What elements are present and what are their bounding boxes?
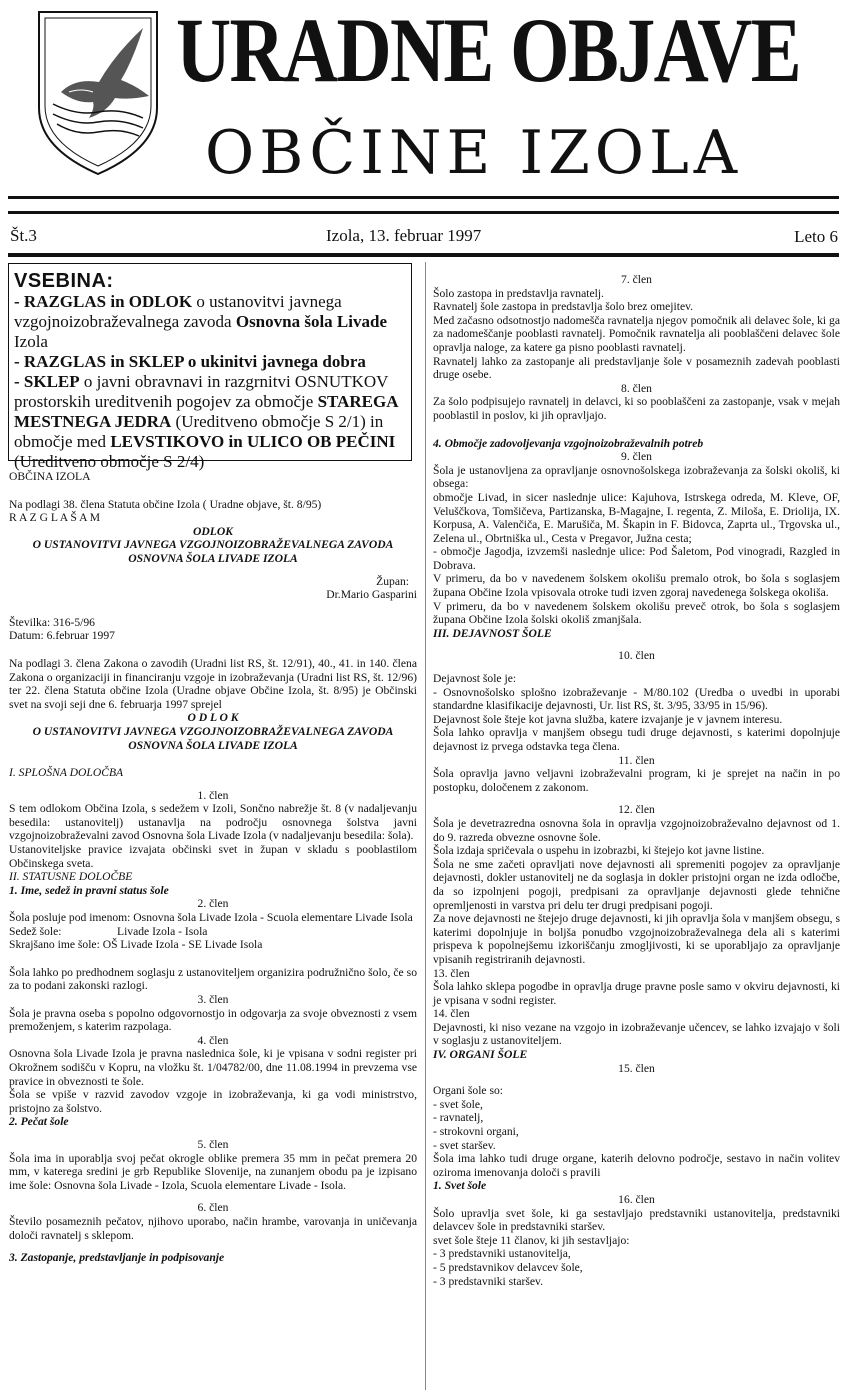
article-text: Šola lahko opravlja v manjšem obsegu tudi druge dejavnosti, s katerimi dopolnjuje dejavnost iz prvega odstavka tega člena. (433, 726, 840, 753)
issuer: OBČINA IZOLA (9, 470, 91, 483)
act-heading: O D L O K (187, 711, 239, 725)
article-text: Šola je devetrazredna osnovna šola in opravlja vzgojnoizobraževalno dejavnost od 1. do 9. razreda obvezne osnovne šole. (433, 816, 840, 844)
article-number: 2. člen (197, 897, 229, 911)
article-text: Šola lahko po predhodnem soglasju z ustanoviteljem organizira podružnično šolo, če so za to podani zakonski razlogi. (9, 965, 417, 993)
article-text: Šola ima in uporablja svoj pečat okrogle oblike premera 35 mm in pečat premera 20 mm, v katerega sredini je grb Republike Slovenije, na zunanjem obodu pa je izpisano ime šole: Osnovna šola Livade - Izola, Scuola elementare Livade - Isola. (9, 1151, 417, 1192)
dove-coat-of-arms-icon (33, 8, 163, 178)
article-text: Za nove dejavnosti ne štejejo druge dejavnosti, ki jih opravlja šola v manjšem obsegu, s katerimi dopolnjuje in boljša ponudbo vzgojnoizobraževalnega dela ali s katerimi prispeva k popolnejšemu izkoriščanju zmogljivosti, ki se uporabljajo za opravljanje vpisanih registriranih dejavnosti. (433, 912, 840, 966)
article-text: Skrajšano ime šole: OŠ Livade Izola - SE Livade Isola (9, 938, 263, 952)
contents-entry: - RAZGLAS in ODLOK o ustanovitvi javnega vzgojnoizobraževalnega zavoda Osnovna šola Livade Izola (14, 292, 387, 351)
article-number: 15. člen (618, 1061, 655, 1075)
article-text: Šolo zastopa in predstavlja ravnatelj. (433, 286, 604, 300)
article-number: 9. člen (621, 450, 652, 464)
article-number: 7. člen (621, 273, 652, 286)
header-rule (8, 253, 839, 257)
subsection-heading: 4. Območje zadovoljevanja vzgojnoizobraževalnih potreb (433, 436, 704, 450)
mayor-name: Dr.Mario Gasparini (326, 588, 417, 602)
article-text: Ravnatelj šole zastopa in predstavlja šolo brez omejitev. (433, 300, 694, 314)
volume-year: Leto 6 (794, 227, 838, 246)
act-title: O USTANOVITVI JAVNEGA VZGOJNOIZOBRAŽEVALNEGA ZAVODA (32, 724, 394, 738)
article-text: Med začasno odsotnostjo nadomešča ravnatelja njegov pomočnik ali delavec šole, ki ga za nadomeščanje pooblasti ravnatelj. Pomočnik ravnatelja ali pooblaščeni delavec šole opravlja naloge, za katere ga pisno pooblasti ravnatelj. (433, 313, 840, 354)
article-text: Šolo upravlja svet šole, ki ga sestavljajo predstavniki ustanovitelja, predstavniki delavcev šole in predstavniki staršev. (433, 1206, 840, 1234)
article-text: Organi šole so: (433, 1084, 503, 1098)
article-number: 6. člen (197, 1201, 229, 1215)
article-number: 12. člen (618, 803, 655, 817)
header-rule (8, 211, 839, 214)
section-heading: II. STATUSNE DOLOČBE (9, 870, 133, 884)
article-text: Dejavnosti, ki niso vezane na vzgojo in izobraževanje učencev, se lahko izvajajo v šoli v soglasju z ustanoviteljem. (433, 1020, 840, 1048)
article-text: Za šolo podpisujejo ravnatelj in delavci, ki so pooblaščeni za zastopanje, vsak v mejah pooblastil in poslov, ki jih opravljajo. (433, 395, 840, 422)
masthead-subtitle: OBČINE IZOLA (205, 118, 743, 188)
article-text: Število posameznih pečatov, njihovo uporabo, način hrambe, varovanja in uničevanja določi ravnatelj s sklepom. (9, 1214, 417, 1242)
subsection-heading: 1. Svet šole (433, 1179, 487, 1193)
act-title: OSNOVNA ŠOLA LIVADE IZOLA (128, 738, 298, 752)
article-text: Dejavnost šole je: (433, 672, 517, 686)
article-number: 1. člen (197, 788, 229, 802)
section-heading: IV. ORGANI ŠOLE (433, 1048, 528, 1062)
list-item: - 3 predstavniki staršev. (433, 1274, 544, 1288)
document-date: Datum: 6.februar 1997 (9, 629, 115, 643)
column-divider (425, 262, 426, 1390)
list-item: - strokovni organi, (433, 1125, 519, 1139)
article-text: Sedež šole: Livade Izola - Isola (9, 924, 208, 938)
article-text: V primeru, da bo v navedenem šolskem okolišu premalo otrok, bo šola s soglasjem župana Občine Izola vpisovala otroke tudi izven zgoraj navedenega šolskega okoliša. (433, 572, 840, 600)
article-text: svet šole šteje 11 članov, ki jih sestavljajo: (433, 1233, 630, 1247)
proclamation: R A Z G L A Š A M (9, 511, 101, 525)
article-number: 14. člen (433, 1007, 470, 1021)
act-title: O USTANOVITVI JAVNEGA VZGOJNOIZOBRAŽEVALNEGA ZAVODA (32, 538, 394, 552)
section-heading: I. SPLOŠNA DOLOČBA (9, 766, 124, 780)
list-item: - 3 predstavniki ustanovitelja, (433, 1247, 571, 1261)
article-text: S tem odlokom Občina Izola, s sedežem v Izoli, Sončno nabrežje št. 8 (v nadaljevanju besedila: ustanovitelj) ustanavlja na področju osnovnega šolstva javni vzgojnoizobraževalni zavod Osnovna šola Livade Izola (v nadaljevanju besedila: šola). (9, 802, 417, 843)
article-number: 4. člen (197, 1033, 229, 1047)
article-text: Šola opravlja javno veljavni izobraževalni program, ki je sprejet na način in po postopku, določenem z zakonom. (433, 767, 840, 794)
issue-number: Št.3 (10, 226, 37, 245)
article-number: 11. člen (618, 753, 655, 767)
dateline: Izola, 13. februar 1997 (326, 226, 482, 245)
article-text: Šola se vpiše v razvid zavodov vzgoje in izobraževanja, ki ga vodi ministrstvo, pristojno za šolstvo. (9, 1088, 417, 1115)
contents-entry: - SKLEP o javni obravnavi in razgrnitvi OSNUTKOV prostorskih ureditvenih pogojev za območje STAREGA MESTNEGA JEDRA (Ureditveno območje S 2/1) in območje med LEVSTIKOVO in ULICO OB PEČINI (Ureditveno območje S 2/4) (14, 372, 398, 471)
article-number: 10. člen (618, 649, 655, 663)
list-item: - ravnatelj, (433, 1111, 484, 1125)
list-item: - svet šole, (433, 1097, 483, 1111)
article-text: Dejavnost šole šteje kot javna služba, katere izvajanje je v javnem interesu. (433, 712, 783, 726)
masthead-title: URADNE OBJAVE (176, 0, 801, 101)
article-text: Šola ne sme začeti opravljati nove dejavnosti ali spremeniti pogojev za opravljanje dejavnosti, dokler ustanovitelj ne da soglasja in dokler pristojni organ ne izda odločbe, da so izpolnjeni pogoji, predpisani za opravljanje dejavnosti glede tehnične opremljenosti in varstva pri delu ter drugi predpisani pogoji. (433, 857, 840, 912)
act-title: OSNOVNA ŠOLA LIVADE IZOLA (128, 551, 298, 565)
article-number: 16. člen (618, 1193, 655, 1206)
article-text: Osnovna šola Livade Izola je pravna naslednica šole, ki je vpisana v sodni register pri Okrožnem sodišču v Kopru, na vložku št. 1/04782/00, dne 11.08.1994 in prevzema vse pravice in obveznosti te šole. (9, 1047, 417, 1088)
article-text: Šola je ustanovljena za opravljanje osnovnošolskega izobraževanja za šolski okoliš, ki obsega: (433, 463, 840, 491)
article-number: 13. člen (433, 966, 470, 980)
subsection-heading: 2. Pečat šole (9, 1115, 69, 1129)
article-text: Šola lahko sklepa pogodbe in opravlja druge pravne posle samo v okviru dejavnosti, ki je vpisana v sodni register. (433, 980, 840, 1007)
article-text: Šola posluje pod imenom: Osnovna šola Livade Izola - Scuola elementare Livade Isola (9, 911, 413, 925)
contents-box (8, 263, 412, 471)
article-text: - območje Jagodja, izvzemši naslednje ulice: Pod Šaletom, Pod vinogradi, Razgled in Dobrava. (433, 545, 840, 572)
legal-basis: Na podlagi 3. člena Zakona o zavodih (Uradni list RS, št. 12/91), 40., 41. in 140. člena Zakona o organizaciji in financiranju vzgoje in izobraževanja (Uradni list RS, št. 12/96) ter 22. člena Statuta občine Izola (Uradne objave Občine Izola, št. 8/95) je Občinski svet na svoji seji dne 6. februarja 1997 sprejel (9, 656, 417, 711)
article-text: Ustanoviteljske pravice izvajata občinski svet in župan v skladu s pooblastilom Občinskega sveta. (9, 843, 417, 870)
contents-heading: VSEBINA: (14, 270, 114, 292)
article-text: V primeru, da bo v navedenem šolskem okolišu preveč otrok, bo šola s soglasjem župana Občine Izola šolski okoliš zmanjšala. (433, 599, 840, 627)
right-column (433, 273, 840, 1288)
article-text: Šola ima lahko tudi druge organe, katerih delovno področje, sestavo in način volitev oziroma imenovanja določi s pravili (433, 1152, 840, 1179)
list-item: - 5 predstavnikov delavcev šole, (433, 1260, 583, 1274)
subsection-heading: 3. Zastopanje, predstavljanje in podpisovanje (9, 1251, 225, 1265)
legal-basis: Na podlagi 38. člena Statuta občine Izola ( Uradne objave, št. 8/95) (9, 497, 322, 511)
article-text: Ravnatelj lahko za zastopanje ali predstavljanje šole v posameznih zadevah pooblasti druge osebe. (433, 354, 840, 382)
subsection-heading: 1. Ime, sedež in pravni status šole (9, 883, 169, 897)
article-text: območje Livad, in sicer naslednje ulice: Kajuhova, Istrskega odreda, M. Kleve, OF, Veluščkova, Tomšičeva, Partizanska, B-Magajne, I. regenta, Z. Miloša, E. Driolija, IX. Korpusa, A. Valenčiča, E. Marušiča, M. Škapin in F. Bidovca, Zaprta ul., Trgovska ul., Zelena ul., Obrtniška ul., Cesta v Pregavor, Južna cesta; (433, 490, 840, 545)
left-column (9, 470, 417, 1265)
act-heading: ODLOK (193, 524, 233, 538)
list-item: - svet staršev. (433, 1138, 496, 1152)
contents-entry: - RAZGLAS in SKLEP o ukinitvi javnega dobra (14, 352, 366, 371)
section-heading: III. DEJAVNOST ŠOLE (433, 626, 552, 640)
article-text: - Osnovnošolsko splošno izobraževanje - M/80.102 (Uredba o uvedbi in uporabi standardne klasifikacije dejavnosti, Ur. list RS, št. 3/95, 33/95 in 15/96). (433, 685, 840, 713)
article-text: Šola je pravna oseba s popolno odgovornostjo in odgovarja za svoje obveznosti z vsem premoženjem, s katerim razpolaga. (9, 1006, 417, 1034)
document-number: Številka: 316-5/96 (9, 615, 95, 629)
article-number: 8. člen (621, 381, 652, 395)
article-number: 5. člen (197, 1137, 229, 1151)
article-text: Šola izdaja spričevala o uspehu in izobrazbi, ki štejejo kot javne listine. (433, 844, 765, 858)
article-number: 3. člen (197, 993, 229, 1006)
header-rule (8, 196, 839, 199)
mayor-label: Župan: (376, 574, 409, 588)
